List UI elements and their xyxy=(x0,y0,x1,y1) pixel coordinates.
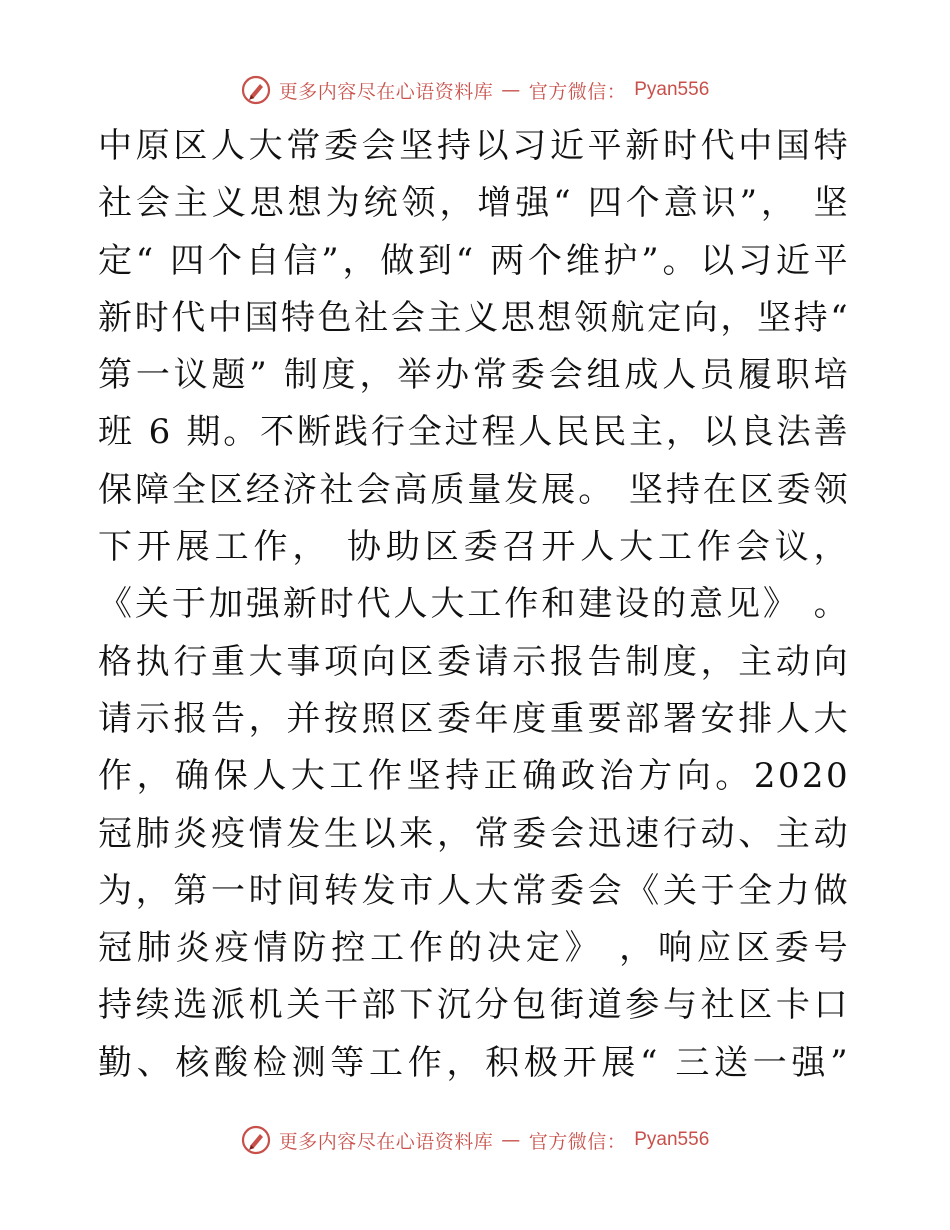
watermark-separator: — xyxy=(501,79,521,101)
text-line: 格执行重大事项向区委请示报告制度，主动向 xyxy=(98,641,850,682)
watermark-text: 更多内容尽在心语资料库 xyxy=(278,80,494,103)
text-line: 《关于加强新时代人大工作和建设的意见》 。 xyxy=(98,584,850,625)
footer-watermark xyxy=(0,1122,950,1158)
header-watermark xyxy=(0,72,950,108)
text-line: 为，第一时间转发市人大常委会《关于全力做 xyxy=(98,870,850,911)
text-line: 班 6 期。不断践行全过程人民民主，以良法善 xyxy=(98,412,850,453)
text-line: 社会主义思想为统领，增强“ 四个意识”， 坚 xyxy=(98,183,850,224)
text-line: 定“ 四个自信”，做到“ 两个维护”。以习近平 xyxy=(98,240,850,281)
watermark-contact: 官方微信： xyxy=(528,1130,627,1153)
pen-logo-icon xyxy=(241,1125,271,1155)
text-line: 冠肺炎疫情防控工作的决定》 ，响应区委号 xyxy=(98,928,850,969)
pen-logo-icon xyxy=(241,75,271,105)
text-line: 保障全区经济社会高质量发展。 坚持在区委领 xyxy=(98,469,850,510)
watermark-contact: 官方微信： xyxy=(528,80,627,103)
text-line: 持续选派机关干部下沉分包街道参与社区卡口 xyxy=(98,985,850,1026)
body-text xyxy=(98,118,850,1092)
watermark-separator: — xyxy=(501,1129,521,1151)
text-line: 第一议题” 制度，举办常委会组成人员履职培 xyxy=(98,355,850,396)
watermark-id: Pyan556 xyxy=(634,1129,710,1150)
text-line: 勤、核酸检测等工作，积极开展“ 三送一强” xyxy=(98,1042,850,1083)
text-line: 请示报告，并按照区委年度重要部署安排人大 xyxy=(98,698,850,739)
text-line: 下开展工作， 协助区委召开人大工作会议， xyxy=(98,527,850,568)
text-line: 中原区人大常委会坚持以习近平新时代中国特 xyxy=(98,126,850,166)
text-line: 新时代中国特色社会主义思想领航定向，坚持“ xyxy=(98,297,850,338)
text-line: 冠肺炎疫情发生以来，常委会迅速行动、主动 xyxy=(98,813,850,854)
watermark-id: Pyan556 xyxy=(634,79,710,100)
text-line: 作，确保人大工作坚持正确政治方向。2020 xyxy=(98,756,850,797)
watermark-text: 更多内容尽在心语资料库 xyxy=(278,1130,494,1153)
